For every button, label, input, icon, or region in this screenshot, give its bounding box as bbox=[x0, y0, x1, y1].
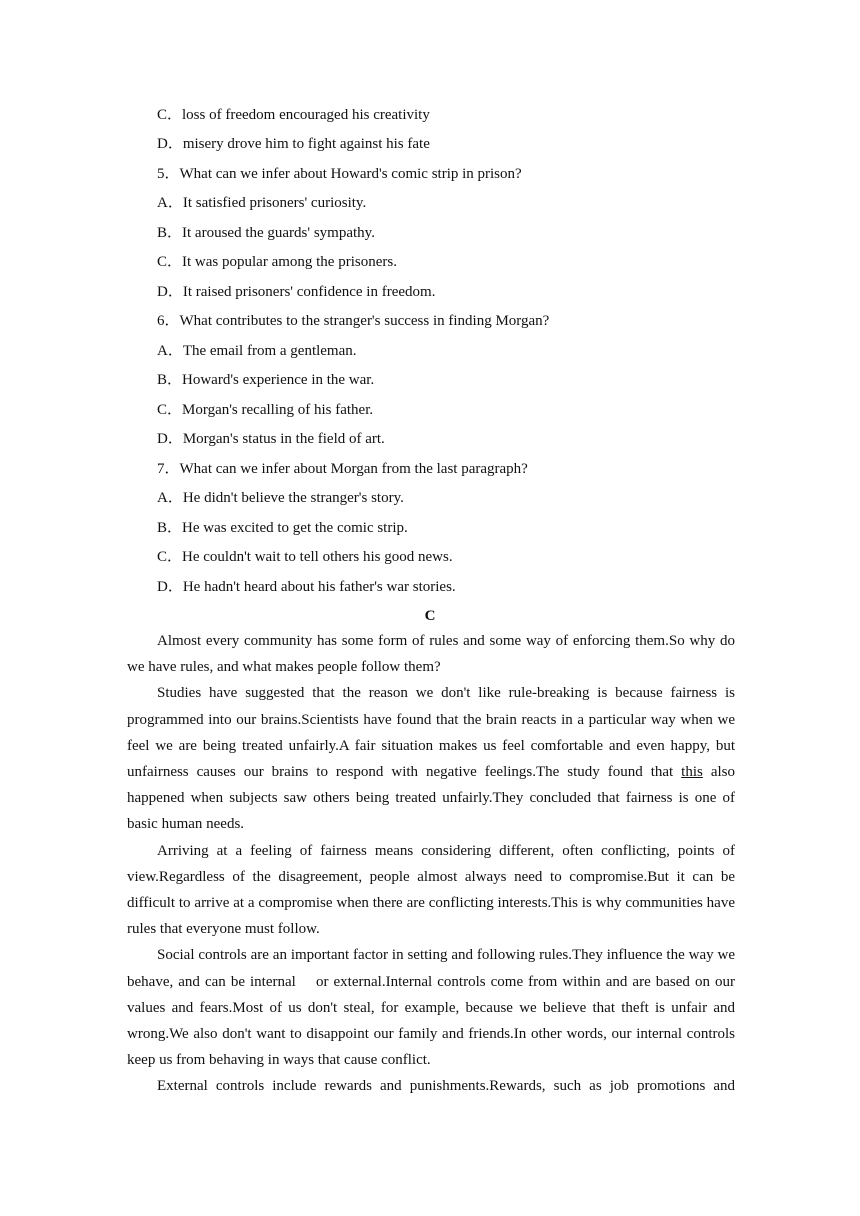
passage-paragraph bbox=[127, 680, 735, 837]
passage bbox=[127, 628, 735, 1100]
paragraph-text: Studies have suggested that the reason we don't like rule-breaking is because fairness is programmed into our brains.Scientists have found that the brain reacts in a particular way when we feel we are being treated unfairly.A fair situation makes us feel comfortable and even happy, but unfairness causes our brains to respond with negative feelings.The study found that bbox=[127, 685, 735, 781]
option-line: C．He couldn't wait to tell others his good news. bbox=[157, 549, 453, 565]
section-heading: C bbox=[424, 608, 436, 624]
option-line: C．It was popular among the prisoners. bbox=[157, 254, 397, 270]
option-line: B．Howard's experience in the war. bbox=[157, 372, 375, 388]
option-line: D．misery drove him to fight against his fate bbox=[157, 136, 430, 152]
option-line: B．It aroused the guards' sympathy. bbox=[157, 225, 375, 241]
option-line: A．He didn't believe the stranger's story. bbox=[157, 490, 404, 506]
question-line: 6．What contributes to the stranger's success in finding Morgan? bbox=[157, 313, 550, 329]
passage-paragraph: Arriving at a feeling of fairness means considering different, often conflicting, points of view.Regardless of the disagreement, people almost always need to compromise.But it can be difficult to arrive at a compromise when there are conflicting interests.This is why communities have rules that everyone must follow. bbox=[127, 842, 735, 938]
passage-paragraph: Almost every community has some form of rules and some way of enforcing them.So why do we have rules, and what makes people follow them? bbox=[127, 633, 735, 676]
option-line: B．He was excited to get the comic strip. bbox=[157, 520, 408, 536]
passage-paragraph: Social controls are an important factor in setting and following rules.They influence the way we behave, and can be internal or external.Internal controls come from within and are based on our values and fears.Most of us don't steal, for example, because we believe that theft is unfair and wrong.We also don't want to disappoint our family and friends.In other words, our internal controls keep us from behaving in ways that cause conflict. bbox=[127, 947, 735, 1069]
option-line: D．It raised prisoners' confidence in freedom. bbox=[157, 284, 436, 300]
option-line: C．Morgan's recalling of his father. bbox=[157, 402, 374, 418]
option-line: A．It satisfied prisoners' curiosity. bbox=[157, 195, 367, 211]
option-line: D．Morgan's status in the field of art. bbox=[157, 431, 385, 447]
paragraph-text: also happened when subjects saw others being treated unfairly.They concluded that fairness is one of basic human needs. bbox=[127, 764, 735, 833]
question-line: 5．What can we infer about Howard's comic strip in prison? bbox=[157, 166, 522, 182]
option-line: D．He hadn't heard about his father's war stories. bbox=[157, 579, 456, 595]
passage-paragraph: External controls include rewards and punishments.Rewards, such as job promotions and bbox=[157, 1078, 735, 1095]
option-line: A．The email from a gentleman. bbox=[157, 343, 357, 359]
question-line: 7．What can we infer about Morgan from the last paragraph? bbox=[157, 461, 528, 477]
option-line: C．loss of freedom encouraged his creativity bbox=[157, 107, 430, 123]
underlined-word: this bbox=[681, 764, 703, 781]
